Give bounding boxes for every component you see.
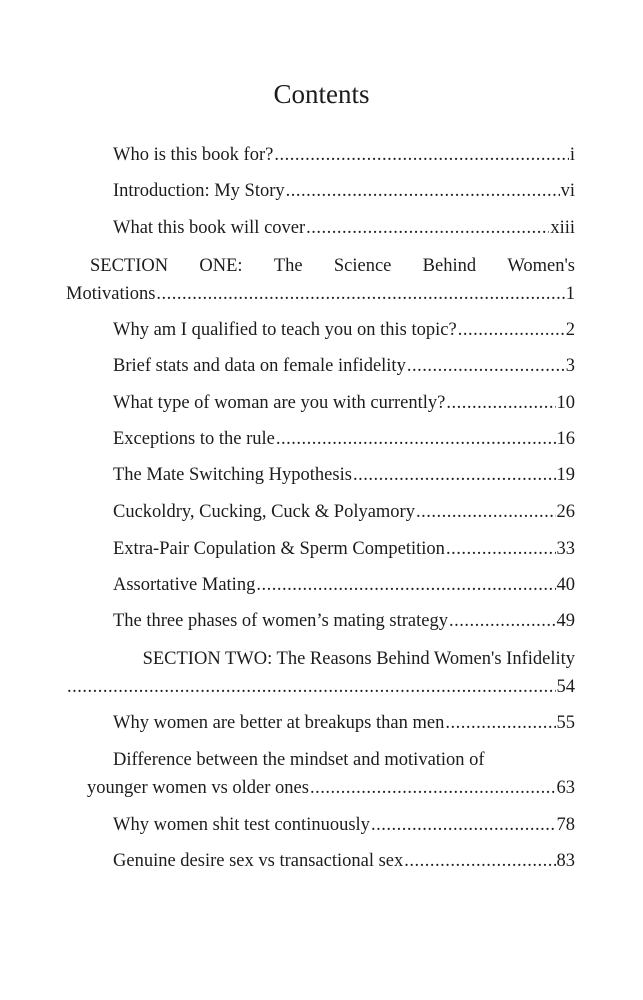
- dot-leader: [458, 318, 565, 342]
- toc-entry-title: Genuine desire sex vs transactional sex: [113, 851, 404, 871]
- toc-entry[interactable]: [113, 216, 575, 240]
- section-one-word: SECTION: [90, 256, 169, 276]
- dot-leader: [67, 675, 556, 699]
- toc-entry-page: 49: [556, 611, 575, 631]
- toc-entry-page: xiii: [550, 218, 575, 238]
- toc-entry-page: 26: [556, 502, 575, 522]
- toc-entry-title: Exceptions to the rule: [113, 429, 275, 449]
- toc-entry-page: 10: [556, 393, 575, 413]
- toc-entry[interactable]: [113, 391, 575, 415]
- toc-entry-title: The three phases of women’s mating strategy: [113, 611, 448, 631]
- dot-leader: [286, 179, 560, 203]
- toc-entry-page: 1: [565, 284, 575, 304]
- toc-entry-page: 55: [556, 713, 575, 733]
- dot-leader: [407, 354, 565, 378]
- dot-leader: [445, 711, 555, 735]
- toc-entry[interactable]: [113, 573, 575, 597]
- toc-entry-page: 83: [556, 851, 575, 871]
- page-title: Contents: [273, 79, 370, 109]
- toc-entry-section-two[interactable]: [66, 675, 575, 699]
- section-one-word: Behind: [422, 256, 477, 276]
- toc-entry-title: Introduction: My Story: [113, 181, 285, 201]
- toc-entry-title: Why women are better at breakups than men: [113, 713, 445, 733]
- dot-leader: [446, 537, 556, 561]
- toc-entry[interactable]: [113, 354, 575, 378]
- toc-entry-title: Why women shit test continuously: [113, 815, 370, 835]
- dot-leader: [446, 391, 555, 415]
- dot-leader: [256, 573, 555, 597]
- dot-leader: [404, 849, 555, 873]
- toc-entry-page: 78: [556, 815, 575, 835]
- section-one-heading[interactable]: [90, 254, 575, 278]
- toc-entry-title: Assortative Mating: [113, 575, 256, 595]
- toc-entry-section-one[interactable]: [66, 282, 575, 306]
- toc-entry[interactable]: [87, 776, 575, 800]
- toc-entry-page: vi: [560, 181, 575, 201]
- dot-leader: [353, 463, 556, 487]
- dot-leader: [306, 216, 549, 240]
- toc-entry[interactable]: [113, 143, 575, 167]
- toc-entry[interactable]: [113, 849, 575, 873]
- toc-entry-title: Why am I qualified to teach you on this topic?: [113, 320, 457, 340]
- toc-entry[interactable]: [113, 179, 575, 203]
- toc-entry-title: Who is this book for?: [113, 145, 274, 165]
- toc-entry-page: 54: [556, 677, 575, 697]
- section-one-word: The: [273, 256, 303, 276]
- toc-entry[interactable]: [113, 711, 575, 735]
- toc-entry-page: i: [569, 145, 575, 165]
- toc-entry[interactable]: [113, 318, 575, 342]
- dot-leader: [416, 500, 556, 524]
- section-two-heading[interactable]: SECTION TWO: The Reasons Behind Women's Infidelity: [142, 649, 575, 669]
- toc-entry-title: younger women vs older ones: [87, 778, 309, 798]
- toc-entry-page: 19: [556, 465, 575, 485]
- section-one-word: ONE:: [199, 256, 243, 276]
- toc-entry[interactable]: [113, 427, 575, 451]
- dot-leader: [310, 776, 556, 800]
- toc-entry-page: 40: [556, 575, 575, 595]
- toc-entry[interactable]: [113, 463, 575, 487]
- toc-entry-title: What this book will cover: [113, 218, 306, 238]
- toc-entry-title: Extra-Pair Copulation & Sperm Competition: [113, 539, 445, 559]
- toc-entry-page: 16: [556, 429, 575, 449]
- toc-entry[interactable]: [113, 537, 575, 561]
- section-one-word: Women's: [507, 256, 575, 276]
- toc-entry[interactable]: [113, 813, 575, 837]
- toc-entry-title: Brief stats and data on female infidelity: [113, 356, 406, 376]
- toc-entry-page: 3: [565, 356, 575, 376]
- dot-leader: [371, 813, 556, 837]
- toc-entry-wrapped-line[interactable]: Difference between the mindset and motivation of: [113, 750, 485, 770]
- toc-entry-title: What type of woman are you with currently?: [113, 393, 446, 413]
- section-one-word: Science: [333, 256, 392, 276]
- toc-entry-title: Cuckoldry, Cucking, Cuck & Polyamory: [113, 502, 415, 522]
- toc-entry[interactable]: [113, 609, 575, 633]
- toc-entry-page: 63: [556, 778, 575, 798]
- toc-entry-page: 33: [556, 539, 575, 559]
- dot-leader: [449, 609, 556, 633]
- dot-leader: [276, 427, 556, 451]
- dot-leader: [156, 282, 564, 306]
- dot-leader: [274, 143, 569, 167]
- toc-entry[interactable]: [113, 500, 575, 524]
- toc-entry-page: 2: [565, 320, 575, 340]
- toc-entry-title: Motivations: [66, 284, 156, 304]
- toc-entry-title: The Mate Switching Hypothesis: [113, 465, 352, 485]
